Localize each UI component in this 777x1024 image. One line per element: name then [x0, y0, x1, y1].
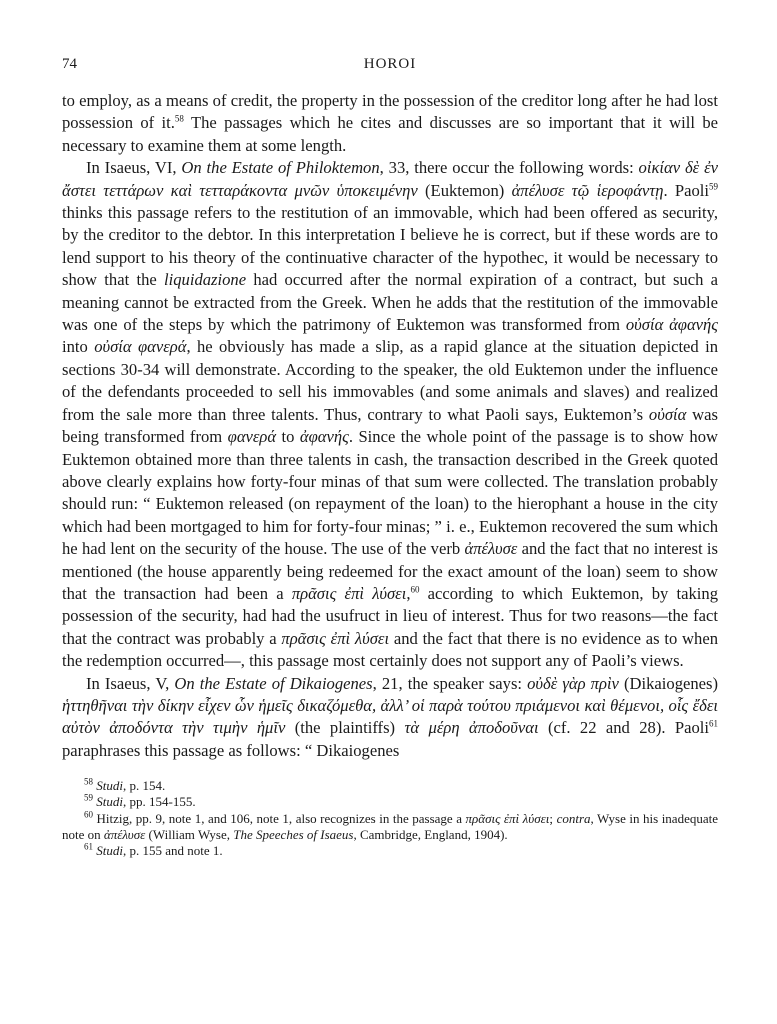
- text-span: was being transformed from: [62, 404, 718, 447]
- book-page: [62, 56, 718, 859]
- footnote-59: [62, 794, 718, 810]
- text-span: had occurred after the normal expiration of a contract, but such a meaning cannot be extracted from the Greek. When he adds that the restitution of the immovable was one of the steps by which the patrimony of Euktemon was transformed from: [62, 270, 719, 335]
- page-number: 74: [62, 56, 77, 72]
- footnote-58: [62, 778, 718, 794]
- citation-title: Studi: [96, 778, 123, 794]
- text-span: . Since the whole point of the passage is to show how Euktemon obtained more than three talents in cash, the transaction described in the Greek quoted above clearly explains how forty-four minas of that sum were collected. The translation probably should run: “ Euktemon released (on repayment of the loan) to the hierophant a house in the city which had been mortgaged to him for forty-four minas; ” i. e., Euktemon recovered the sum which he had lent on the security of the house. The use of the verb: [62, 427, 718, 559]
- greek-quote: ἀπέλυσε τῷ ἱεροφάντῃ: [511, 180, 664, 200]
- italic-term: contra: [556, 810, 591, 826]
- text-span: into: [62, 337, 95, 357]
- work-title: On the Estate of Philoktemon: [181, 158, 380, 178]
- citation-title: Studi: [96, 843, 123, 858]
- text-span: (Euktemon): [417, 180, 512, 200]
- text-span: and the fact that there is no evidence as to when the redemption occurred—, this passage most certainly does not support any of Paoli’s views.: [62, 628, 718, 671]
- footnote-number: 58: [84, 776, 93, 787]
- work-title: On the Estate of Dikaiogenes: [174, 673, 373, 693]
- greek-quote: πρᾶσις ἐπὶ λύσει: [281, 628, 390, 648]
- text-span: , 21, the speaker says:: [372, 673, 528, 693]
- text-span: The passages which he cites and discusses are so important that it will be necessary to examine them at some length.: [62, 113, 718, 155]
- greek-quote: φανερά: [227, 427, 277, 447]
- paragraph-1: [62, 90, 718, 157]
- greek-quote: πρᾶσις ἐπὶ λύσει: [465, 810, 550, 826]
- text-span: to employ, as a means of credit, the property in the possession of the creditor long after he had lost possession of it.: [62, 91, 718, 133]
- footnote-number: 60: [84, 809, 93, 820]
- text-span: (the plaintiffs): [285, 718, 405, 738]
- text-span: In Isaeus, VI,: [86, 158, 182, 178]
- italic-term: liquidazione: [164, 270, 247, 290]
- greek-quote: ἀπέλυσε: [464, 539, 518, 559]
- greek-quote: οὐδὲ γὰρ πρὶν: [527, 673, 619, 693]
- greek-quote: πρᾶσις ἐπὶ λύσει: [291, 583, 407, 603]
- footnote-number: 61: [84, 841, 93, 852]
- text-span: (Dikaiogenes): [618, 673, 719, 693]
- greek-quote: οὐσία: [648, 404, 687, 424]
- footnote-ref-58: 58: [174, 113, 184, 124]
- text-span: , Wyse in his inadequate note on: [62, 810, 719, 842]
- text-span: , he obviously has made a slip, as a rapid glance at the situation depicted in sections 30-34 will demonstrate. According to the speaker, the old Euktemon under the influence of the defendants proceeded to sell his immovables (and some animals and slaves) and realized from the sale more than three talents. Thus, contrary to what Paoli says, Euktemon’s: [62, 337, 718, 424]
- greek-quote: ἀπέλυσε: [103, 826, 146, 842]
- footnote-ref-61: 61: [709, 718, 718, 729]
- page-header: [62, 56, 718, 80]
- greek-quote: οἰκίαν δὲ ἐν ἄστει τεττάρων καὶ τετταράκοντα μνῶν ὑποκειμένην: [62, 158, 718, 200]
- text-span: paraphrases this passage as follows: “ Dikaiogenes: [62, 740, 400, 760]
- text-span: and the fact that no interest is mentioned (the house apparently being redeemed for the exact amount of the loan) seem to show that the transaction had been a: [62, 539, 718, 603]
- footnote-ref-60: 60: [410, 584, 420, 595]
- text-span: In Isaeus, V,: [86, 673, 175, 693]
- text-span: (William Wyse,: [145, 826, 234, 842]
- footnote-61: [62, 843, 718, 859]
- citation-title: Studi: [96, 794, 123, 810]
- footnotes: [62, 778, 718, 859]
- greek-quote: ἀφανής: [299, 427, 349, 447]
- body-text: [62, 90, 718, 762]
- text-span: , pp. 154-155.: [122, 794, 196, 810]
- greek-quote: οὐσία φανερά: [94, 337, 187, 357]
- text-span: , Cambridge, England, 1904).: [353, 826, 508, 842]
- footnote-number: 59: [84, 793, 93, 804]
- text-span: thinks this passage refers to the restitution of an immovable, which had been offered as security, by the creditor to the debtor. In this interpretation I believe he is correct, but if these words are to lend support to his theory of the continuative character of the hypothec, it would be necessary to show that the: [62, 203, 718, 290]
- citation-title: The Speeches of Isaeus: [233, 826, 354, 842]
- text-span: to: [276, 427, 300, 447]
- text-span: ,: [406, 583, 411, 603]
- running-head: HOROI: [363, 56, 417, 72]
- greek-quote: ἡττηθῆναι τὴν δίκην εἶχεν ὧν ἡμεῖς δικαζόμεθα, ἀλλ’ οἱ παρὰ τούτου πριάμενοι καὶ θέμενοι, οἷς ἔδει αὐτὸν ἀποδόντα τὴν τιμὴν ἡμῖν: [62, 695, 718, 738]
- text-span: according to which Euktemon, by taking possession of the security, had had the usufruct in lieu of interest. Thus for two reasons—the fact that the contract was probably a: [62, 583, 718, 648]
- greek-quote: οὐσία ἀφανής: [625, 315, 719, 335]
- text-span: Hitzig, pp. 9, note 1, and 106, note 1, also recognizes in the passage a: [93, 810, 466, 826]
- text-span: , p. 154.: [122, 778, 166, 794]
- greek-quote: τὰ μέρη ἀποδοῦναι: [404, 718, 539, 738]
- text-span: , 33, there occur the following words:: [379, 158, 639, 178]
- footnote-ref-59: 59: [708, 181, 718, 192]
- paragraph-3: [62, 673, 718, 763]
- footnote-60: [62, 811, 718, 843]
- text-span: (cf. 22 and 28). Paoli: [538, 718, 709, 738]
- text-span: ;: [549, 810, 557, 826]
- paragraph-2: [62, 157, 718, 672]
- text-span: , p. 155 and note 1.: [122, 843, 223, 858]
- text-span: . Paoli: [663, 180, 709, 200]
